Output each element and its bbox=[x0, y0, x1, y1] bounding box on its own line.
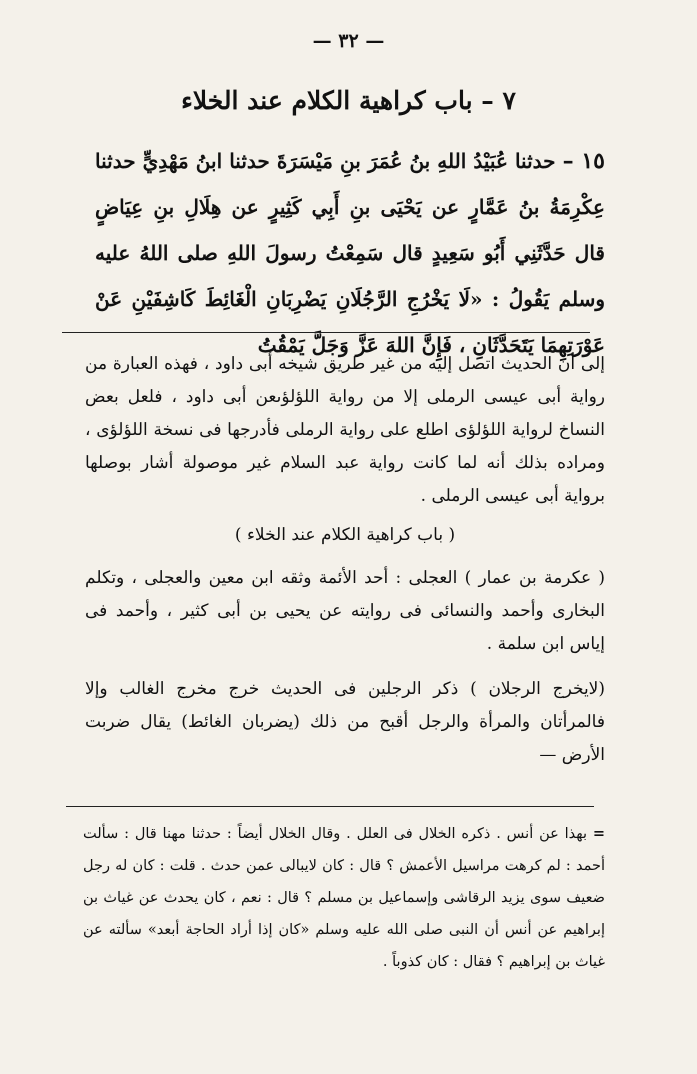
footnote-continuation-mark: = bbox=[592, 825, 606, 842]
chapter-title: ٧ – باب كراهية الكلام عند الخلاء bbox=[181, 86, 516, 115]
commentary-paragraph: ( عكرمة بن عمار ) العجلى : أحد الأئمة وثقه ابن معين والعجلى ، وتكلم البخارى وأحمد والنسائى فى روايته عن يحيى بن أبى كثير ، وأحمد فى إياس ابن سلمة . bbox=[85, 568, 605, 654]
separator-rule bbox=[62, 332, 590, 333]
footnote-block bbox=[83, 818, 605, 978]
commentary-block bbox=[85, 348, 605, 772]
hadith-text-block bbox=[95, 138, 605, 368]
footnote-separator-rule bbox=[66, 806, 594, 807]
commentary-paragraph: إلى أن الحديث اتصل إليه من غير طريق شيخه أبى داود ، فهذه العبارة من رواية أبى عيسى الرملى إلا من رواية اللؤلؤىعن أبى داود ، فلعل بعض النساخ لرواية اللؤلؤى اطلع على رواية الرملى فأدرجها فى نسخة اللؤلؤى ، ومراده بذلك أنه لما كانت رواية عبد السلام غير موصولة أشار بوصلها برواية أبى عيسى الرملى . bbox=[85, 354, 605, 506]
footnote-text: بهذا عن أنس . ذكره الخلال فى العلل . وقال الخلال أيضاً : حدثنا مهنا قال : سألت أحمد : لم كرهت مراسيل الأعمش ؟ قال : كان لايبالى عمن حدث . قلت : كان له رجل ضعيف سوى يزيد الرقاشى وإسماعيل بن مسلم ؟ قال : نعم ، كان يحدث عن غياث بن إبراهيم عن أنس أن النبى صلى الله عليه وسلم «كان إذا أراد الحاجة أبعد» سألته عن غياث بن إبراهيم ؟ فقال : كان كذوباً . bbox=[83, 826, 605, 970]
commentary-paragraph: (لايخرج الرجلان ) ذكر الرجلين فى الحديث خرج مخرج الغالب وإلا فالمرأتان والمرأة والرجل أقبح من ذلك (يضربان الغائط) يقال ضربت الأرض — bbox=[85, 679, 605, 765]
hadith-text: حدثنا عُبَيْدُ اللهِ بنُ عُمَرَ بنِ مَيْسَرَةَ حدثنا ابنُ مَهْدِيٍّ حدثنا عِكْرِمَةُ بنُ عَمَّارٍ عن يَحْيَى بنِ أَبِي كَثِيرٍ عن هِلَالِ بنِ عِيَاضٍ قال حَدَّثَنِي أَبُو سَعِيدٍ قال سَمِعْتُ رسولَ اللهِ صلى اللهُ عليه وسلم يَقُولُ : «لَا يَخْرُجِ الرَّجُلَانِ يَضْرِبَانِ الْغَائِطَ كَاشِفَيْنِ عَنْ عَوْرَتِهِمَا يَتَحَدَّثَانِ ، فَإِنَّ اللهَ عَزَّ وَجَلَّ يَمْقُتُ bbox=[95, 149, 605, 357]
page-number: — ٣٢ — bbox=[312, 30, 385, 52]
hadith-number: ١٥ – bbox=[562, 148, 605, 174]
commentary-section-heading: ( باب كراهية الكلام عند الخلاء ) bbox=[234, 525, 456, 545]
